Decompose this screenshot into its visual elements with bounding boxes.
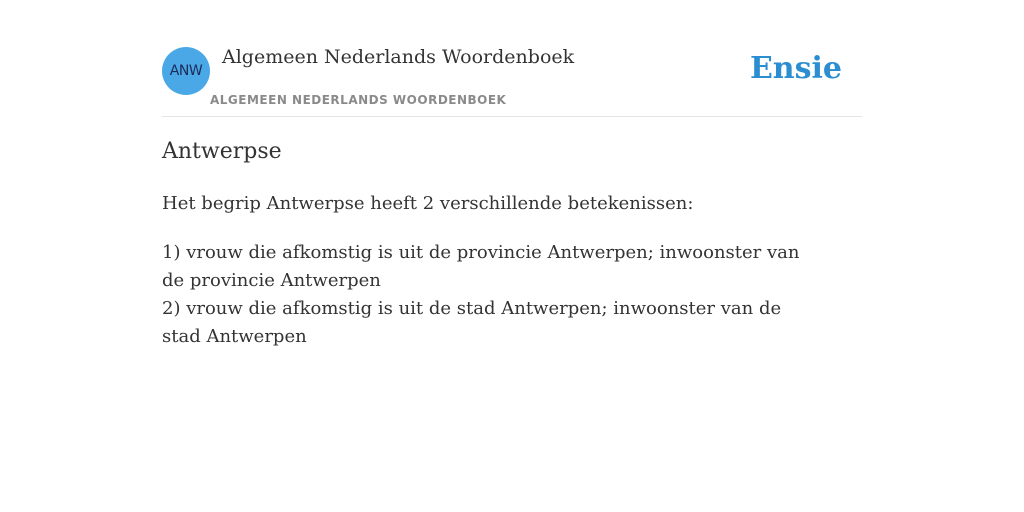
entry-intro: Het begrip Antwerpse heeft 2 verschillende betekenissen:	[162, 193, 694, 214]
content-container	[162, 0, 862, 347]
source-title[interactable]: Algemeen Nederlands Woordenboek	[222, 46, 575, 68]
definitions-list	[162, 239, 822, 351]
entry-title: Antwerpse	[162, 139, 282, 164]
definition-item: 1) vrouw die afkomstig is uit de provincie Antwerpen; inwoonster van de provincie Antwerpen	[162, 242, 800, 291]
source-subtitle: ALGEMEEN NEDERLANDS WOORDENBOEK	[210, 93, 507, 107]
logo-text: ANW	[169, 63, 203, 79]
source-header	[162, 0, 862, 117]
source-logo[interactable]	[162, 47, 210, 95]
ensie-logo-link[interactable]: Ensie	[749, 51, 842, 86]
definition-item: 2) vrouw die afkomstig is uit de stad Antwerpen; inwoonster van de stad Antwerpen	[162, 298, 782, 347]
